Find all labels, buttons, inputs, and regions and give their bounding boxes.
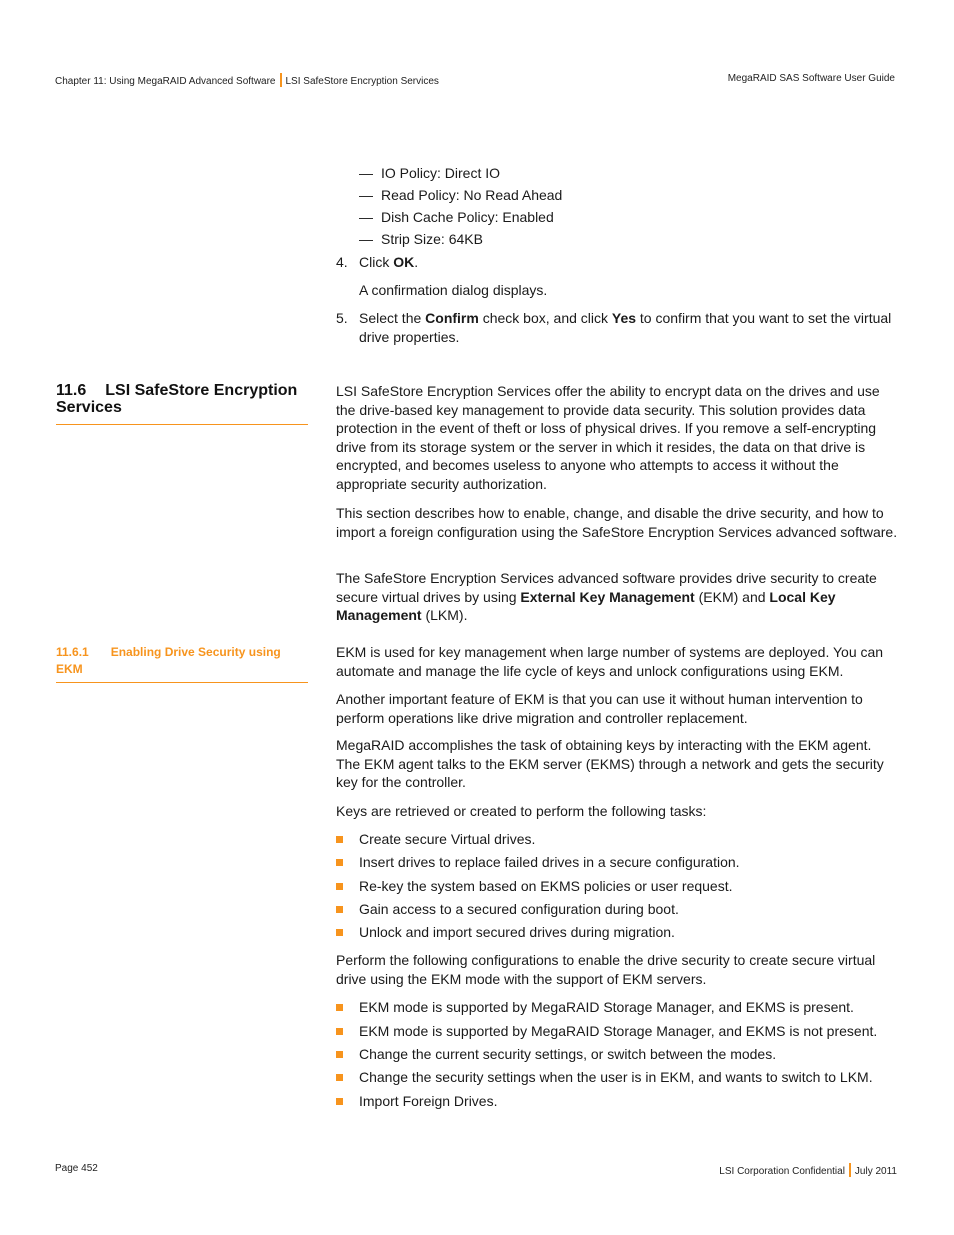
subsection-number: 11.6.1 bbox=[56, 645, 89, 659]
section-number: 11.6 bbox=[56, 382, 87, 399]
section-title: LSI SafeStore Encryption Services bbox=[56, 382, 298, 416]
bullet-square-icon bbox=[336, 883, 343, 890]
footer-separator bbox=[849, 1163, 851, 1177]
list-item: Re-key the system based on EKMS policies or user request. bbox=[336, 877, 898, 896]
step-4-result: A confirmation dialog displays. bbox=[359, 282, 548, 298]
bullet-square-icon bbox=[336, 1004, 343, 1011]
header-separator bbox=[280, 73, 282, 87]
section-paragraph-2: This section describes how to enable, change, and disable the drive security, and how to import a foreign configuration using the SafeStore Encryption Services advanced software. bbox=[336, 505, 898, 540]
subsection-title: Enabling Drive Security using EKM bbox=[56, 645, 281, 676]
footer-company: LSI Corporation Confidential bbox=[719, 1166, 845, 1177]
subsection-paragraph-1: EKM is used for key management when large number of systems are deployed. You can automate and manage the life cycle of keys and unlock configurations using EKM. bbox=[336, 644, 884, 679]
footer-date: July 2011 bbox=[854, 1166, 897, 1177]
bullet-square-icon bbox=[336, 836, 343, 843]
step-5: 5. Select the Confirm check box, and click Yes to confirm that you want to set the virtual drive properties. bbox=[336, 310, 892, 345]
list-item: Change the security settings when the user is in EKM, and wants to switch to LKM. bbox=[336, 1068, 898, 1087]
yes-label: Yes bbox=[611, 310, 637, 326]
lkm-term: Local Key Management bbox=[336, 588, 836, 624]
subsection-paragraph-2: Another important feature of EKM is that you can use it without human intervention to perform operations like drive migration and controller replacement. bbox=[336, 691, 863, 726]
ekm-term: External Key Management bbox=[520, 588, 695, 605]
section-heading bbox=[56, 382, 308, 425]
list-item: Change the current security settings, or switch between the modes. bbox=[336, 1045, 898, 1064]
subsection-heading bbox=[56, 644, 308, 683]
dash-item: — Strip Size: 64KB bbox=[359, 231, 483, 247]
bullet-square-icon bbox=[336, 929, 343, 936]
bullet-square-icon bbox=[336, 1098, 343, 1105]
dash-item: — IO Policy: Direct IO bbox=[359, 165, 501, 181]
header-section: LSI SafeStore Encryption Services bbox=[285, 76, 439, 87]
list-item: EKM mode is supported by MegaRAID Storage Manager, and EKMS is not present. bbox=[336, 1022, 898, 1041]
confirm-label: Confirm bbox=[425, 310, 479, 326]
running-header-left bbox=[55, 73, 439, 87]
bullet-square-icon bbox=[336, 1051, 343, 1058]
step-4: 4. Click OK. bbox=[336, 254, 419, 270]
ok-label: OK bbox=[393, 254, 415, 270]
page-number: Page 452 bbox=[55, 1163, 98, 1174]
subsection-paragraph-5: Perform the following configurations to enable the drive security to create secure virtual drive using the EKM mode with the support of EKM servers. bbox=[336, 952, 876, 987]
bullet-square-icon bbox=[336, 1074, 343, 1081]
section-paragraph-3: The SafeStore Encryption Services advanced software provides drive security to create secure virtual drives by using External Key Management (EKM) and Local Key Management (LKM). bbox=[336, 570, 877, 624]
header-chapter: Chapter 11: Using MegaRAID Advanced Software bbox=[55, 76, 276, 87]
dash-item: — Dish Cache Policy: Enabled bbox=[359, 209, 554, 225]
header-guide-title: MegaRAID SAS Software User Guide bbox=[727, 73, 895, 84]
subsection-paragraph-3: MegaRAID accomplishes the task of obtaining keys by interacting with the EKM agent. The EKM agent talks to the EKM server (EKMS) through a network and gets the security key for the controller. bbox=[336, 737, 884, 791]
section-paragraph-1: LSI SafeStore Encryption Services offer the ability to encrypt data on the drives and use the drive-based key management to provide data security. This solution provides data protection in the event of theft or loss of physical drives. If you remove a self-encrypting drive from its storage system or the server in which it resides, the data on that drive is encrypted, and becomes useless to anyone who attempts to access it without the appropriate security authorization. bbox=[336, 383, 880, 492]
running-footer-right bbox=[719, 1163, 897, 1177]
dash-item: — Read Policy: No Read Ahead bbox=[359, 187, 563, 203]
list-item: Insert drives to replace failed drives in a secure configuration. bbox=[336, 853, 898, 872]
list-item: Unlock and import secured drives during migration. bbox=[336, 923, 898, 942]
subsection-paragraph-4: Keys are retrieved or created to perform the following tasks: bbox=[336, 803, 707, 819]
bullet-square-icon bbox=[336, 859, 343, 866]
list-item: Import Foreign Drives. bbox=[336, 1092, 898, 1111]
list-item: EKM mode is supported by MegaRAID Storage Manager, and EKMS is present. bbox=[336, 998, 898, 1017]
list-item: Gain access to a secured configuration during boot. bbox=[336, 900, 898, 919]
bullet-square-icon bbox=[336, 906, 343, 913]
bullet-square-icon bbox=[336, 1028, 343, 1035]
list-item: Create secure Virtual drives. bbox=[336, 830, 898, 849]
